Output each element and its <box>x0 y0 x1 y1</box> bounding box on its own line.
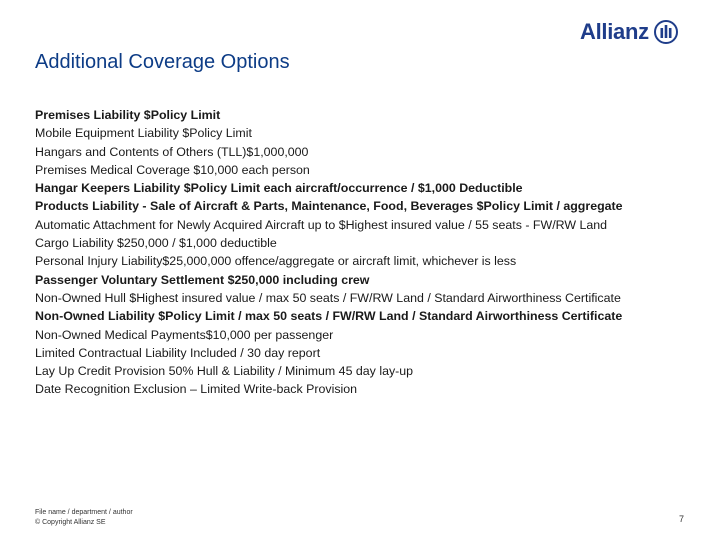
coverage-item: Date Recognition Exclusion – Limited Write-back Provision <box>35 382 358 397</box>
coverage-item: Hangar Keepers Liability $Policy Limit each aircraft/occurrence / $1,000 Deductible <box>35 181 523 196</box>
coverage-item: Premises Liability $Policy Limit <box>35 108 221 122</box>
coverage-item: Hangars and Contents of Others (TLL)$1,000,000 <box>35 144 309 159</box>
coverage-item: Mobile Equipment Liability $Policy Limit <box>35 126 252 141</box>
footer-file-info: File name / department / author <box>35 509 133 516</box>
coverage-item: Non-Owned Hull $Highest insured value / max 50 seats / FW/RW Land / Standard Airworthiness Certificate <box>35 290 621 305</box>
coverage-item: Automatic Attachment for Newly Acquired Aircraft up to $Highest insured value / 55 seats - FW/RW Land <box>35 217 608 232</box>
coverage-item: Premises Medical Coverage $10,000 each person <box>35 162 310 177</box>
footer-copyright: © Copyright Allianz SE <box>35 519 106 526</box>
coverage-item: Cargo Liability $250,000 / $1,000 deductible <box>35 236 277 251</box>
coverage-item: Non-Owned Liability $Policy Limit / max 50 seats / FW/RW Land / Standard Airworthiness Certificate <box>35 309 623 324</box>
footer <box>35 508 133 528</box>
coverage-item: Lay Up Credit Provision 50% Hull & Liability / Minimum 45 day lay-up <box>35 364 414 379</box>
allianz-logo <box>580 20 678 44</box>
coverage-item: Limited Contractual Liability Included / 30 day report <box>35 345 321 360</box>
allianz-eagle-icon <box>654 20 678 44</box>
coverage-item: Products Liability - Sale of Aircraft & Parts, Maintenance, Food, Beverages $Policy Limit / aggregate <box>35 199 623 214</box>
logo-wordmark: Allianz <box>580 19 649 44</box>
page-title: Additional Coverage Options <box>35 51 290 73</box>
page-number: 7 <box>678 514 684 524</box>
coverage-list <box>35 108 655 401</box>
coverage-item: Personal Injury Liability$25,000,000 offence/aggregate or aircraft limit, whichever is less <box>35 254 517 269</box>
coverage-item: Passenger Voluntary Settlement $250,000 including crew <box>35 272 370 287</box>
coverage-item: Non-Owned Medical Payments$10,000 per passenger <box>35 327 334 342</box>
